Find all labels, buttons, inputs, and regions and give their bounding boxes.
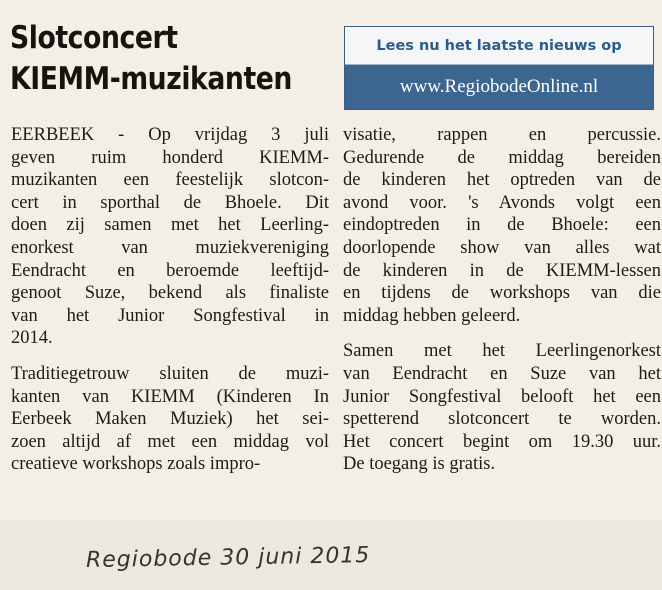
article-text-line: van Eendracht en Suze van het [343,363,661,384]
headline-line-1: Slotconcert [10,20,178,56]
article-text-line: 2014. [11,328,53,349]
headline-line-2: KIEMM-muzikanten [10,61,292,97]
article-text-line: genoot Suze, bekend als finaliste [11,283,329,304]
article-text-line: middag hebben geleerd. [343,305,521,326]
article-text-line: eindoptreden in de Bhoele: een [343,215,661,236]
article-text-line: geven ruim honderd KIEMM- [11,147,329,168]
article-text-line: de kinderen het optreden van de [343,170,661,191]
article-text-line: zoen altijd af met een middag vol [11,431,329,452]
article-text-line: enorkest van muziekvereniging [11,237,329,258]
article-text-line: doen zij samen met het Leerling- [11,215,329,236]
promo-heading: Lees nu het laatste nieuws op [345,27,653,65]
article-text-line: Samen met het Leerlingenorkest [343,341,661,362]
handwritten-source-note: Regiobode 30 juni 2015 [85,543,371,573]
article-text-line: visatie, rappen en percussie. [343,125,661,145]
paragraph-gap [11,350,329,363]
article-text-line: de kinderen in de KIEMM-lessen [343,260,661,281]
article-headline [10,18,290,100]
article-text-line: Eerbeek Maken Muziek) het sei- [11,409,329,430]
promo-box [344,26,654,110]
article-text-line: van het Junior Songfestival in [11,305,329,326]
promo-url: www.RegiobodeOnline.nl [345,65,653,109]
article-text-line: De toegang is gratis. [343,454,496,475]
article-text-line: Gedurende de middag bereiden [343,147,661,168]
article-text-line: en tijdens de workshops van die [343,283,661,304]
article-column-right [343,124,661,476]
paragraph-gap [343,327,661,340]
article-text-line: avond voor. 's Avonds volgt een [343,192,661,213]
article-column-left [11,124,329,476]
article-text-line: doorlopende show van alles wat [343,237,661,258]
article-text-line: cert in sporthal de Bhoele. Dit [11,192,329,213]
article-text-line: creatieve workshops zoals impro- [11,454,261,475]
article-text-line: kanten van KIEMM (Kinderen In [11,386,329,407]
article-text-line: EERBEEK - Op vrijdag 3 juli [11,125,329,145]
article-text-line: Het concert begint om 19.30 uur. [343,431,661,452]
article-text-line: Junior Songfestival belooft het een [343,386,661,407]
article-text-line: Eendracht en beroemde leeftijd- [11,260,329,281]
article-text-line: spetterend slotconcert te worden. [343,409,661,430]
article-text-line: Traditiegetrouw sluiten de muzi- [11,363,329,384]
article-text-line: muzikanten een feestelijk slotcon- [11,170,329,191]
